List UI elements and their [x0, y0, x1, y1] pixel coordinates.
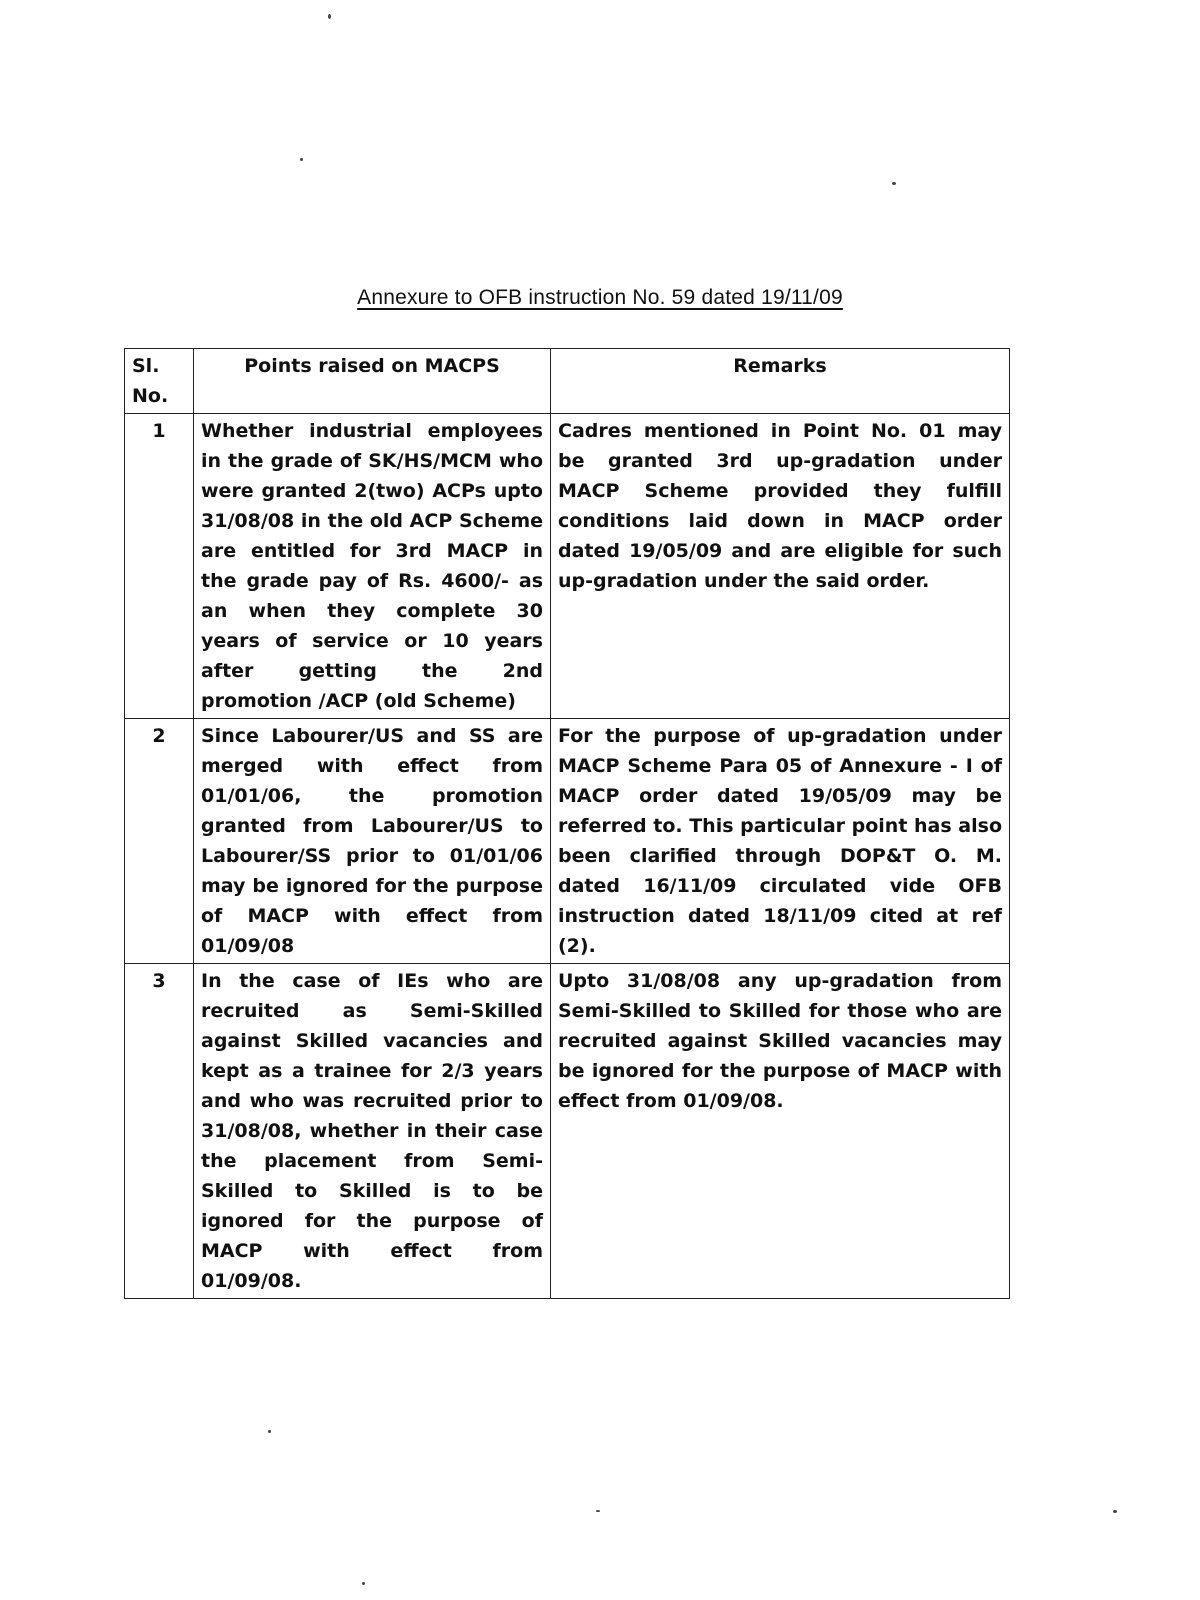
- scan-speck: [362, 1582, 365, 1585]
- header-points: Points raised on MACPS: [194, 349, 551, 414]
- document-title: Annexure to OFB instruction No. 59 dated 19/11/09: [357, 286, 843, 309]
- scan-speck: [328, 14, 331, 19]
- row-sl-no: 2: [125, 719, 194, 964]
- row-remark: Cadres mentioned in Point No. 01 may be granted 3rd up-gradation under MACP Scheme provided they fulfill conditions laid down in MACP order dated 19/05/09 and are eligible for such up-gradation under the said order.: [551, 414, 1010, 719]
- row-point: Whether industrial employees in the grade of SK/HS/MCM who were granted 2(two) ACPs upto 31/08/08 in the old ACP Scheme are entitled for 3rd MACP in the grade pay of Rs. 4600/- as an when they complete 30 years of service or 10 years after getting the 2nd promotion /ACP (old Scheme): [194, 414, 551, 719]
- table-row: [125, 719, 1010, 964]
- scan-speck: [268, 1430, 271, 1433]
- header-remarks: Remarks: [551, 349, 1010, 414]
- header-sl-no: Sl. No.: [125, 349, 194, 414]
- table-row: [125, 414, 1010, 719]
- row-remark: Upto 31/08/08 any up-gradation from Semi-Skilled to Skilled for those who are recruited against Skilled vacancies may be ignored for the purpose of MACP with effect from 01/09/08.: [551, 964, 1010, 1299]
- row-point: In the case of IEs who are recruited as Semi-Skilled against Skilled vacancies and kept as a trainee for 2/3 years and who was recruited prior to 31/08/08, whether in their case the placement from Semi-Skilled to Skilled is to be ignored for the purpose of MACP with effect from 01/09/08.: [194, 964, 551, 1299]
- row-point: Since Labourer/US and SS are merged with effect from 01/01/06, the promotion granted from Labourer/US to Labourer/SS prior to 01/01/06 may be ignored for the purpose of MACP with effect from 01/09/08: [194, 719, 551, 964]
- row-remark: For the purpose of up-gradation under MACP Scheme Para 05 of Annexure - I of MACP order dated 19/05/09 may be referred to. This particular point has also been clarified through DOP&T O. M. dated 16/11/09 circulated vide OFB instruction dated 18/11/09 cited at ref (2).: [551, 719, 1010, 964]
- annexure-table: [124, 348, 1010, 1299]
- table-row: [125, 964, 1010, 1299]
- row-sl-no: 1: [125, 414, 194, 719]
- scan-speck: [596, 1510, 600, 1512]
- scan-speck: [1113, 1510, 1117, 1513]
- scan-speck: [892, 182, 896, 185]
- scan-speck: [300, 158, 303, 161]
- row-sl-no: 3: [125, 964, 194, 1299]
- table-header-row: [125, 349, 1010, 414]
